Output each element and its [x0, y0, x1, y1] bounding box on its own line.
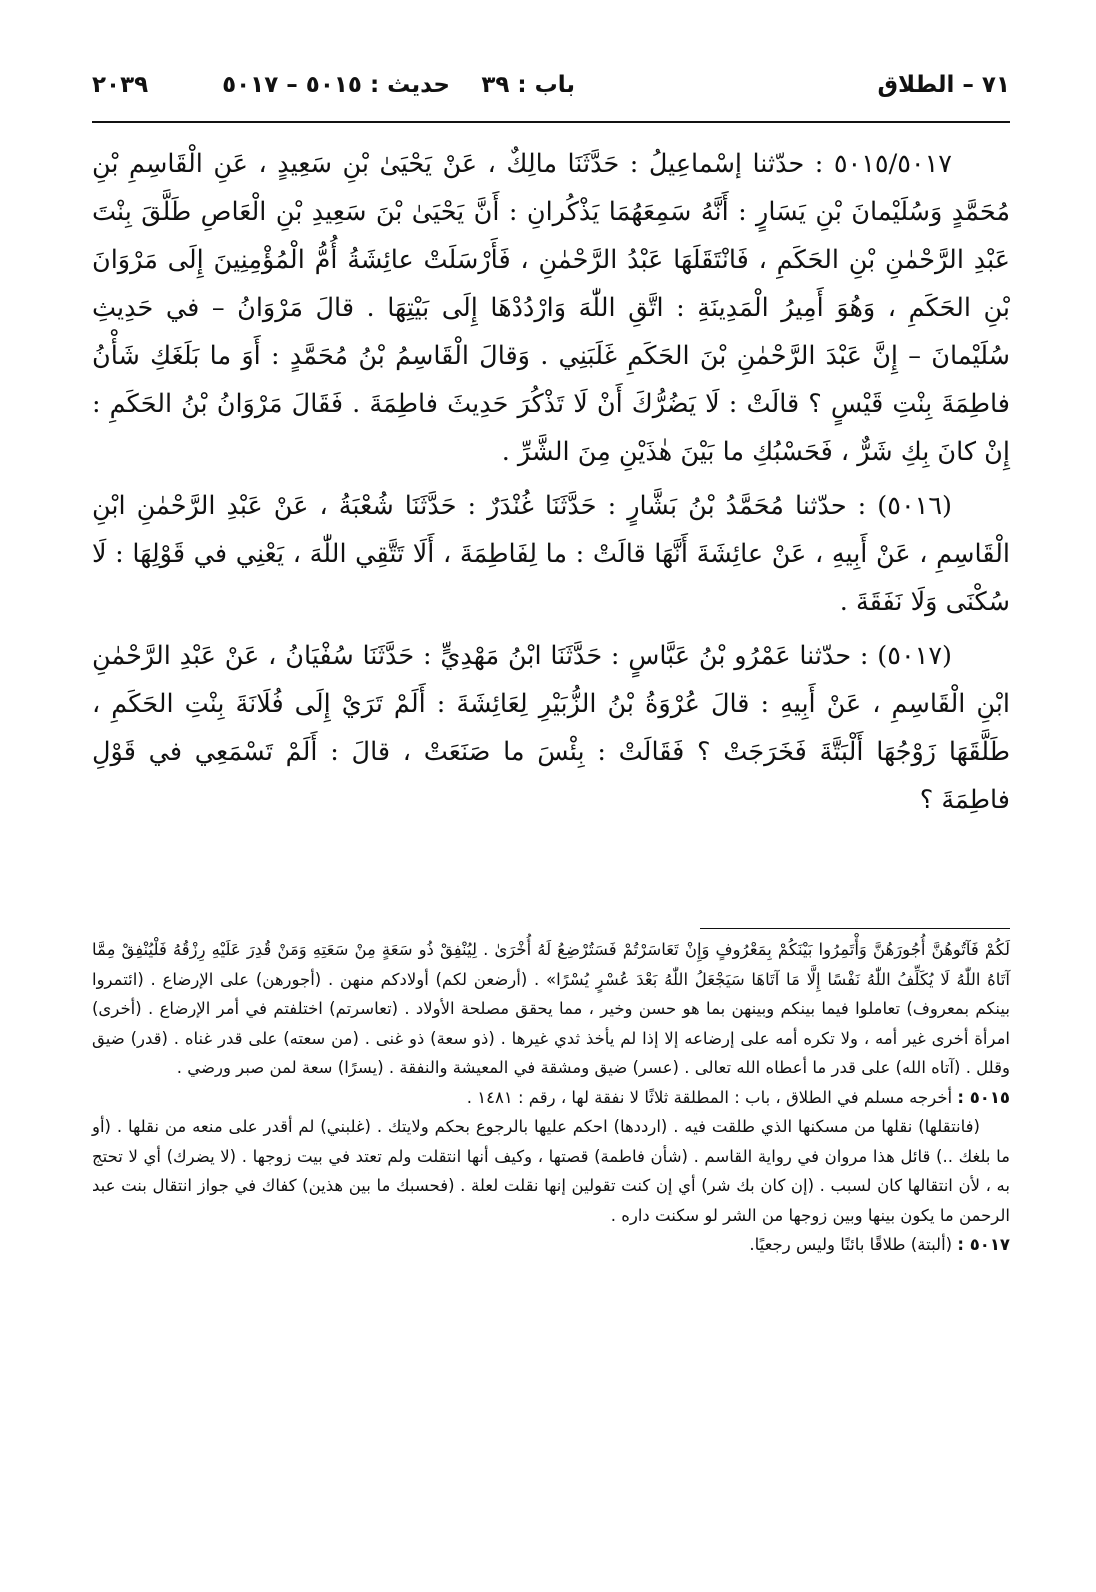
- hadith-5017: (٥٠١٧) : حدّثنا عَمْرُو بْنُ عَبَّاسٍ : حَدَّثَنَا ابْنُ مَهْدِيٍّ : حَدَّثَنَا سُفْيَانُ ، عَنْ عَبْدِ الرَّحْمٰنِ ابْنِ الْقَاسِمِ ، عَنْ أَبِيهِ : قالَ عُرْوَةُ بْنُ الزُّبَيْرِ لِعَائِشَةَ : أَلَمْ تَرَيْ إِلَى فُلَانَةَ بِنْتِ الحَكَمِ ، طَلَّقَهَا زَوْجُهَا أَلْبَتَّةَ فَخَرَجَتْ ؟ فَقَالَتْ : بِئْسَ ما صَنَعَتْ ، قالَ : أَلَمْ تَسْمَعِي في قَوْلِ فاطِمَةَ ؟: [92, 641, 1010, 815]
- hadith-5015: ٥٠١٥/٥٠١٧ : حدّثنا إسْماعِيلُ : حَدَّثَنَا مالِكٌ ، عَنْ يَحْيَىٰ بْنِ سَعِيدٍ ، عَنِ الْقَاسِمِ بْنِ مُحَمَّدٍ وَسُلَيْمانَ بْنِ يَسَارٍ : أَنَّهُ سَمِعَهُمَا يَذْكُرانِ : أَنَّ يَحْيَىٰ بْنَ سَعِيدِ بْنِ الْعَاصِ طَلَّقَ بِنْتَ عَبْدِ الرَّحْمٰنِ بْنِ الحَكَمِ ، فَانْتَقَلَهَا عَبْدُ الرَّحْمٰنِ ، فَأَرْسَلَتْ عائِشَةُ أُمُّ الْمُؤْمِنِينَ إِلَى مَرْوَانَ بْنِ الحَكَمِ ، وَهُوَ أَمِيرُ الْمَدِينَةِ : اتَّقِ اللّٰهَ وَارْدُدْهَا إِلَى بَيْتِهَا . قالَ مَرْوَانُ – في حَدِيثِ سُلَيْمانَ – إِنَّ عَبْدَ الرَّحْمٰنِ بْنَ الحَكَمِ غَلَبَنِي . وَقالَ الْقَاسِمُ بْنُ مُحَمَّدٍ : أَوَ ما بَلَغَكِ شَأْنُ فاطِمَةَ بِنْتِ قَيْسٍ ؟ قالَتْ : لَا يَضُرُّكَ أَنْ لَا تَذْكُرَ حَدِيثَ فاطِمَةَ . فَقَالَ مَرْوَانُ بْنُ الحَكَمِ : إِنْ كانَ بِكِ شَرٌّ ، فَحَسْبُكِ ما بَيْنَ هٰذَيْنِ مِنَ الشَّرِّ .: [92, 149, 1010, 467]
- footnote-5015-glosses: (فانتقلها) نقلها من مسكنها الذي طلقت فيه . (ارددها) احكم عليها بالرجوع بحكم ولايتك . (غلبني) لم أقدر على منعه من نقلها . (أو ما بلغك ..) قائل هذا مروان في رواية القاسم . (شأن فاطمة) قصتها ، وكيف أنها انتقلت ولم تعتد في بيت زوجها . (لا يضرك) أي لا تحتج به ، لأن انتقالها كان لسبب . (إن كان بك شر) أي إن كنت تقولين إنها نقلت لعلة . (فحسبك ما بين هذين) كفاك في جواز انتقال بنت عبد الرحمن ما يكون بينها وبين زوجها من الشر لو سكنت داره .: [92, 1117, 1010, 1225]
- footnote-5015-number: ٥٠١٥ :: [957, 1087, 1010, 1107]
- hadith-5016: (٥٠١٦) : حدّثنا مُحَمَّدُ بْنُ بَشَّارٍ : حَدَّثَنَا غُنْدَرٌ : حَدَّثَنَا شُعْبَةُ ، عَنْ عَبْدِ الرَّحْمٰنِ ابْنِ الْقَاسِمِ ، عَنْ أَبِيهِ ، عَنْ عائِشَةَ أَنَّهَا قالَتْ : ما لِفَاطِمَةَ ، أَلَا تَتَّقِي اللّٰهَ ، يَعْنِي في قَوْلِهَا : لَا سُكْنَى وَلَا نَفَقَةَ .: [92, 491, 1010, 617]
- footnotes: [92, 935, 1010, 1260]
- chapter-title: ٧١ – الطلاق: [877, 72, 1010, 98]
- footnote-5017-number: ٥٠١٧ :: [957, 1235, 1010, 1254]
- header-rule: [92, 121, 1010, 123]
- footnote-rule: [700, 928, 1010, 929]
- page-number: ٢٠٣٩: [92, 72, 149, 98]
- hadith-range: حديث : ٥٠١٥ – ٥٠١٧: [222, 72, 450, 98]
- footnote-5017: [92, 1230, 1010, 1260]
- hadith-text: [92, 140, 1010, 824]
- footnote-5017-gloss: (ألبتة) طلاقًا بائنًا وليس رجعيًا.: [749, 1235, 953, 1254]
- running-header: [92, 66, 1010, 106]
- footnote-5015-source: أخرجه مسلم في الطلاق ، باب : المطلقة ثلاثًا لا نفقة لها ، رقم : ١٤٨١ .: [466, 1087, 953, 1107]
- bab-number: باب : ٣٩: [481, 72, 575, 98]
- footnote-continuation: لَكُمْ فَآتُوهُنَّ أُجُورَهُنَّ وَأْتَمِرُوا بَيْنَكُمْ بِمَعْرُوفٍ وَإِنْ تَعَاسَرْتُمْ فَسَتُرْضِعُ لَهُ أُخْرَىٰ . لِيُنْفِقْ ذُو سَعَةٍ مِنْ سَعَتِهِ وَمَنْ قُدِرَ عَلَيْهِ رِزْقُهُ فَلْيُنْفِقْ مِمَّا آتَاهُ اللّٰهُ لَا يُكَلِّفُ اللّٰهُ نَفْسًا إِلَّا مَا آتَاهَا سَيَجْعَلُ اللّٰهُ بَعْدَ عُسْرٍ يُسْرًا» . (أرضعن لكم) أولادكم منهن . (أجورهن) على الإرضاع . (ائتمروا بينكم بمعروف) تعاملوا فيما بينكم وبينهن بما هو حسن وخير ، مما يحقق مصلحة الأولاد . (تعاسرتم) اختلفتم في أمر الإرضاع . (أخرى) امرأة أخرى غير أمه ، ولا تكره أمه على إرضاعه إلا إذا لم يأخذ ثدي غيرها . (ذو سعة) ذو غنى . (من سعته) على قدر غناه . (قدر) ضيق وقلل . (آتاه الله) على قدر ما أعطاه الله تعالى . (عسر) ضيق ومشقة في المعيشة والنفقة . (يسرًا) سعة لمن صبر ورضي .: [92, 940, 1010, 1077]
- footnote-5015: [92, 1083, 1010, 1231]
